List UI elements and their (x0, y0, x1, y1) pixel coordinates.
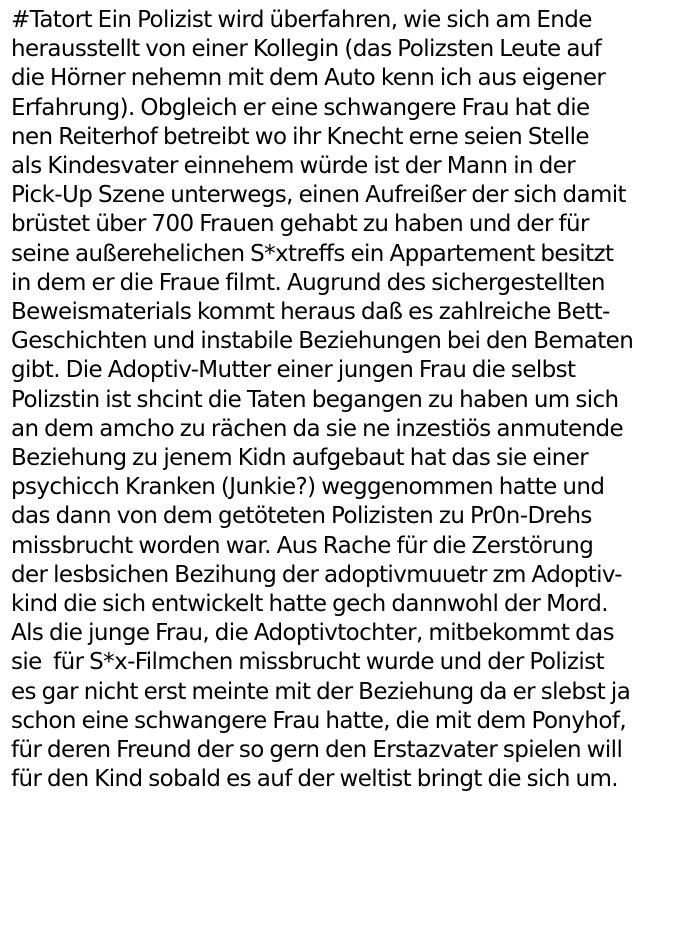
text-line: das dann von dem getöteten Polizisten zu Pr0n-Drehs (11, 503, 592, 530)
text-line: Polizstin ist shcint die Taten begangen zu haben um sich (11, 386, 619, 413)
text-line: nen Reiterhof betreibt wo ihr Knecht erne seien Stelle (11, 123, 589, 150)
text-line: als Kindesvater einnehem würde ist der Mann in der (11, 153, 576, 180)
text-line: Beziehung zu jenem Kidn aufgebaut hat das sie einer (11, 445, 589, 472)
text-line: Als die junge Frau, die Adoptivtochter, mitbekommt das (11, 620, 614, 647)
text-line: sie für S*x-Filmchen missbrucht wurde und der Polizist (11, 649, 604, 676)
text-line: gibt. Die Adoptiv-Mutter einer jungen Frau die selbst (11, 357, 576, 384)
text-line: es gar nicht erst meinte mit der Beziehung da er slebst ja (11, 678, 631, 705)
text-line: an dem amcho zu rächen da sie ne inzestiös anmutende (11, 415, 624, 442)
text-line: missbrucht worden war. Aus Rache für die Zerstörung (11, 532, 594, 559)
text-line: seine außerehelichen S*xtreffs ein Appartement besitzt (11, 240, 614, 267)
text-line: kind die sich entwickelt hatte gech dannwohl der Mord. (11, 591, 608, 618)
text-line: Erfahrung). Obgleich er eine schwangere Frau hat die (11, 94, 590, 121)
document-body (11, 6, 678, 794)
text-line: der lesbsichen Bezihung der adoptivmuuetr zm Adoptiv- (11, 561, 622, 588)
text-line: in dem er die Fraue filmt. Augrund des sichergestellten (11, 269, 605, 296)
text-line: #Tatort Ein Polizist wird überfahren, wie sich am Ende (11, 7, 592, 33)
text-line: psychicch Kranken (Junkie?) weggenommen hatte und (11, 474, 605, 501)
text-line: Pick-Up Szene unterwegs, einen Aufreißer der sich damit (11, 182, 626, 209)
text-line: Geschichten und instabile Beziehungen bei den Bematen (11, 328, 634, 355)
text-line: Beweismaterials kommt heraus daß es zahlreiche Bett- (11, 299, 610, 326)
text-line: für deren Freund der so gern den Erstazvater spielen will (11, 737, 623, 764)
text-line: herausstellt von einer Kollegin (das Polizsten Leute auf (11, 36, 602, 63)
text-line: die Hörner nehemn mit dem Auto kenn ich aus eigener (11, 65, 606, 92)
text-line: für den Kind sobald es auf der weltist bringt die sich um. (11, 766, 619, 793)
text-line: brüstet über 700 Frauen gehabt zu haben und der für (11, 211, 589, 238)
text-line: schon eine schwangere Frau hatte, die mit dem Ponyhof, (11, 707, 627, 734)
